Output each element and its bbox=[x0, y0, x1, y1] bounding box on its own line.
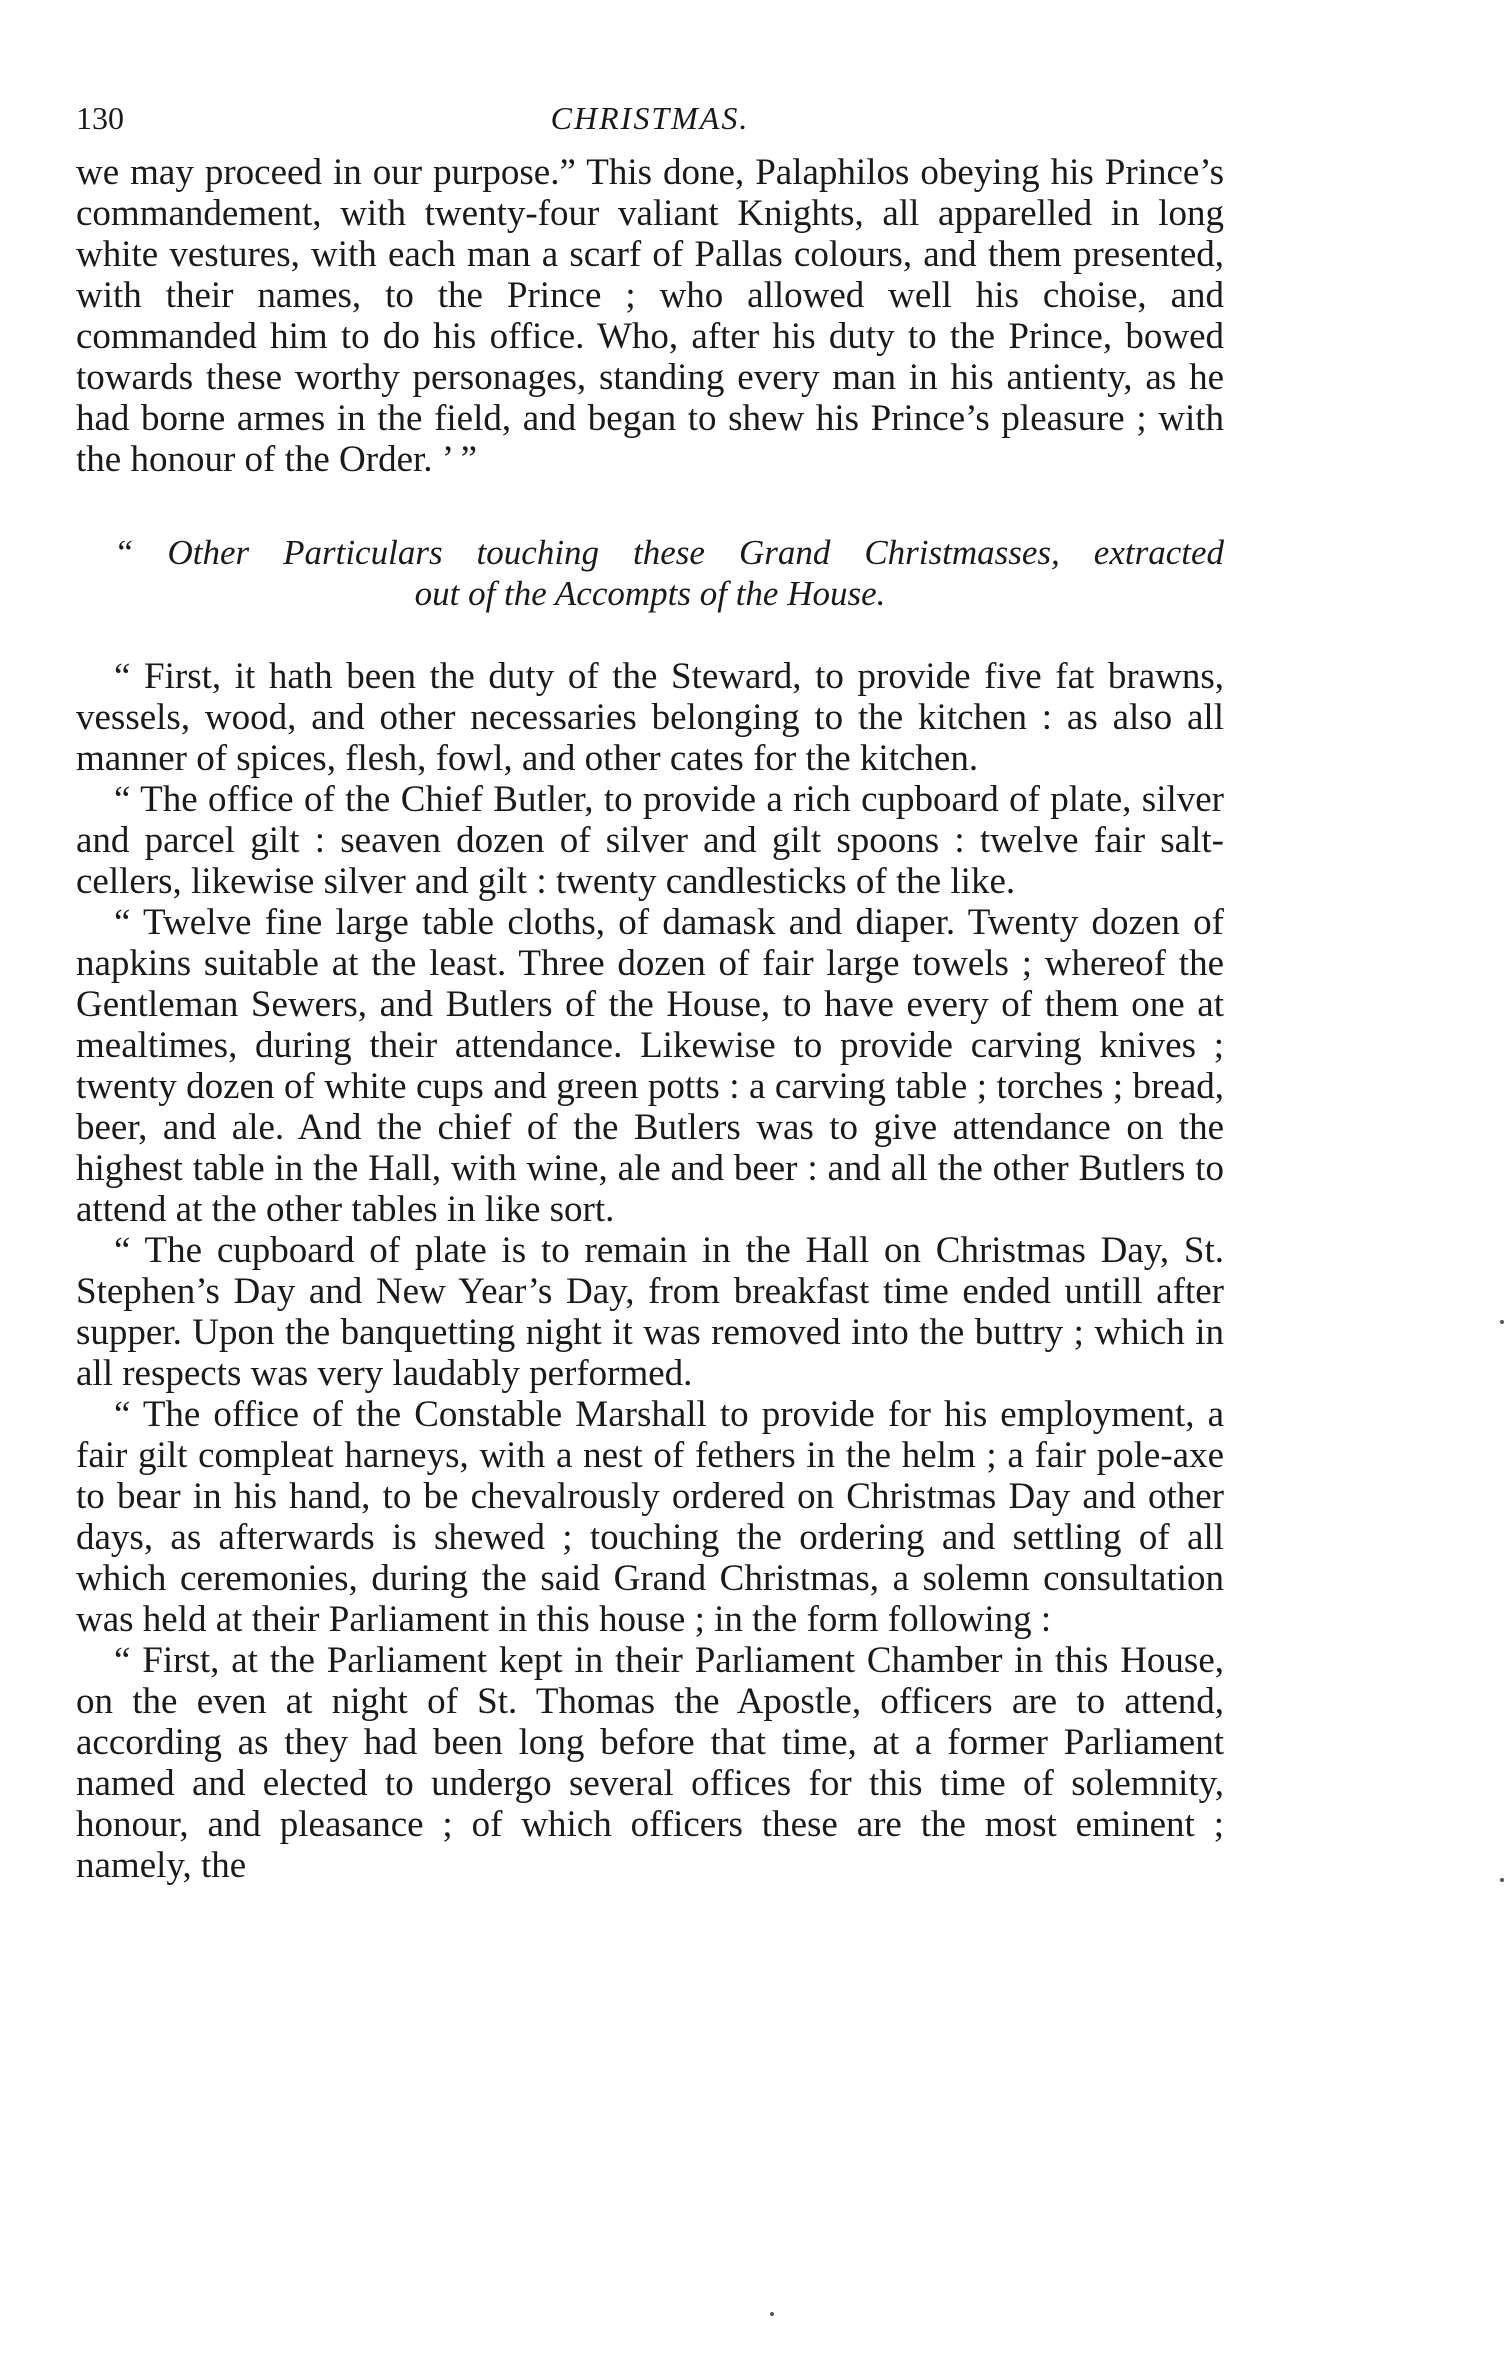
paragraph-constable-marshall: “ The office of the Constable Marshall to provide for his employment, a fair gilt compleat harneys, with a nest of fethers in the helm ; a fair pole-axe to bear in his hand, to be chevalrously ordered on Christmas Day and other days, as afterwards is shewed ; touching the ordering and settling of all which ceremonies, during the said Grand Christmas, a solemn consultation was held at their Parliament in this house ; in the form following : bbox=[76, 1394, 1224, 1640]
section-heading bbox=[76, 532, 1224, 614]
margin-speck bbox=[1500, 1878, 1504, 1882]
paragraph-cupboard-of-plate: “ The cupboard of plate is to remain in the Hall on Christmas Day, St. Stephen’s Day and New Year’s Day, from breakfast time ended untill after supper. Upon the banquetting night it was removed into the buttry ; which in all respects was very laudably performed. bbox=[76, 1230, 1224, 1394]
paragraph-chief-butler: “ The office of the Chief Butler, to provide a rich cupboard of plate, silver and parcel gilt : seaven dozen of silver and gilt spoons : twelve fair salt-cellers, likewise silver and gilt : twenty candlesticks of the like. bbox=[76, 779, 1224, 902]
section-heading-line1: “ Other Particulars touching these Grand Christmasses, extracted bbox=[114, 533, 1224, 572]
paragraph-table-cloths: “ Twelve fine large table cloths, of damask and diaper. Twenty dozen of napkins suitable at the least. Three dozen of fair large towels ; whereof the Gentleman Sewers, and Butlers of the House, to have every of them one at mealtimes, during their attendance. Likewise to provide carving knives ; twenty dozen of white cups and green potts : a carving table ; torches ; bread, beer, and ale. And the chief of the Butlers was to give attendance on the highest table in the Hall, with wine, ale and beer : and all the other Butlers to attend at the other tables in like sort. bbox=[76, 902, 1224, 1230]
opening-paragraph: we may proceed in our purpose.” This done, Palaphilos obeying his Prince’s commandement, with twenty-four valiant Knights, all apparelled in long white vestures, with each man a scarf of Pallas colours, and them presented, with their names, to the Prince ; who allowed well his choise, and commanded him to do his office. Who, after his duty to the Prince, bowed towards these worthy personages, standing every man in his antienty, as he had borne armes in the field, and began to shew his Prince’s pleasure ; with the honour of the Order. ’ ” bbox=[76, 152, 1224, 480]
running-title: CHRISTMAS. bbox=[550, 100, 750, 136]
page-number: 130 bbox=[76, 100, 124, 136]
paragraph-steward: “ First, it hath been the duty of the Steward, to provide five fat brawns, vessels, wood, and other necessaries belonging to the kitchen : as also all manner of spices, flesh, fowl, and other cates for the kitchen. bbox=[76, 656, 1224, 779]
book-page bbox=[76, 96, 1224, 1886]
margin-speck bbox=[1500, 1320, 1504, 1324]
section-heading-line2: out of the Accompts of the House. bbox=[414, 574, 886, 613]
margin-speck bbox=[770, 2312, 774, 2316]
paragraph-parliament: “ First, at the Parliament kept in their Parliament Chamber in this House, on the even at night of St. Thomas the Apostle, officers are to attend, according as they had been long before that time, at a former Parliament named and elected to undergo several offices for this time of solemnity, honour, and pleasance ; of which officers these are the most eminent ; namely, the bbox=[76, 1640, 1224, 1886]
body-text bbox=[76, 152, 1224, 1886]
running-head bbox=[76, 96, 1224, 140]
